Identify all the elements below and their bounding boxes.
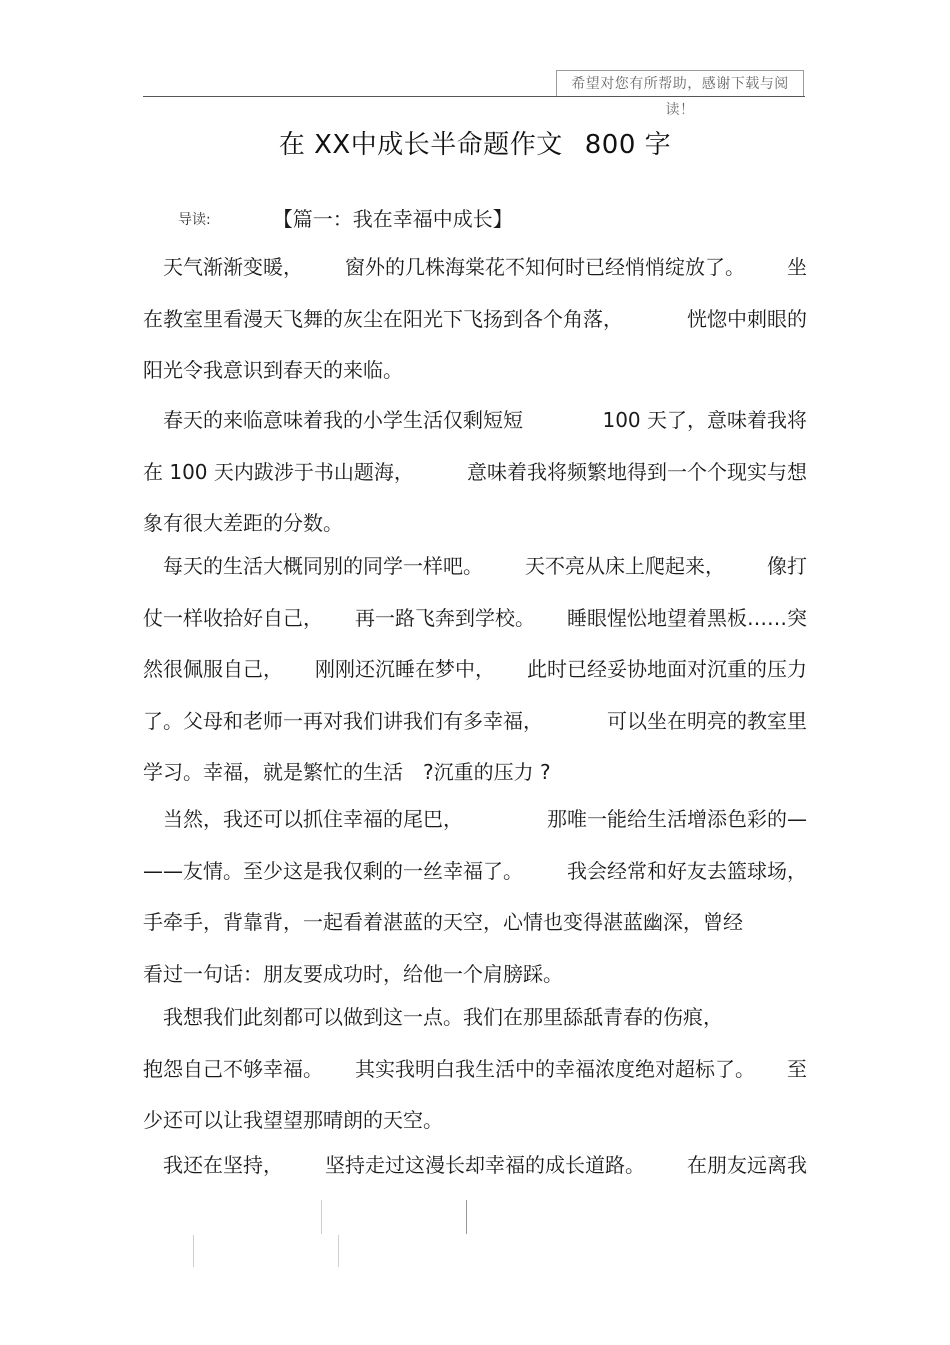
text-line xyxy=(143,602,807,654)
text-line xyxy=(143,1149,807,1201)
header-note: 希望对您有所帮助，感谢下载与阅读！ xyxy=(556,70,804,96)
text-line xyxy=(143,251,807,303)
text-segment: 学习。幸福，就是繁忙的生活 ?沉重的压力 ? xyxy=(143,760,551,784)
text-segment: 在教室里看漫天飞舞的灰尘在阳光下飞扬到各个角落， xyxy=(143,306,623,331)
paragraph xyxy=(143,803,807,1009)
text-line xyxy=(143,705,807,757)
text-segment: 然很佩服自己， xyxy=(143,657,283,681)
text-segment: 窗外的几株海棠花不知何时已经悄悄绽放了。 xyxy=(345,255,745,279)
text-segment: 再一路飞奔到学校。 xyxy=(355,605,535,630)
title-part-1: 在 XX中成长半命题作文 xyxy=(278,130,563,160)
text-line xyxy=(143,855,807,907)
guide-line xyxy=(178,203,513,232)
text-segment: 我会经常和好友去篮球场， xyxy=(567,858,807,883)
text-segment: 我想我们此刻都可以做到这一点。我们在那里舔舐青春的伤痕， xyxy=(143,1005,723,1029)
text-line xyxy=(143,1001,807,1053)
text-segment: 仗一样收拾好自己， xyxy=(143,605,323,630)
text-line xyxy=(143,653,807,705)
guide-label: 导读: xyxy=(178,212,211,228)
text-segment: 可以坐在明亮的教室里 xyxy=(607,708,807,733)
paragraph xyxy=(143,1149,807,1201)
text-segment: 坚持走过这漫长却幸福的成长道路。 xyxy=(325,1153,645,1177)
text-segment: 阳光令我意识到春天的来临。 xyxy=(143,358,403,382)
text-line xyxy=(143,550,807,602)
text-line xyxy=(143,456,807,508)
text-segment: 恍惚中刺眼的 xyxy=(687,306,807,331)
page-fragment-line xyxy=(466,1200,467,1234)
text-line xyxy=(143,803,807,855)
text-segment: 睡眼惺忪地望着黑板……突 xyxy=(567,605,807,630)
text-line xyxy=(143,404,807,456)
text-segment: 手牵手，背靠背，一起看着湛蓝的天空，心情也变得湛蓝幽深，曾经 xyxy=(143,910,743,934)
text-line xyxy=(143,906,807,958)
text-segment: 当然，我还可以抓住幸福的尾巴， xyxy=(143,807,463,831)
text-line xyxy=(143,1053,807,1105)
header-rule xyxy=(143,96,805,97)
paragraph xyxy=(143,251,807,406)
text-segment: 我还在坚持， xyxy=(143,1153,283,1177)
text-segment: 刚刚还沉睡在梦中， xyxy=(315,657,495,681)
text-segment: 像打 xyxy=(767,554,807,578)
page-fragment-line xyxy=(321,1200,322,1234)
page-fragment-line xyxy=(338,1235,339,1267)
text-segment: 100 天了，意味着我将 xyxy=(602,408,807,432)
paragraph xyxy=(143,550,807,808)
document-title xyxy=(0,124,950,161)
text-line xyxy=(143,756,807,808)
text-segment: 春天的来临意味着我的小学生活仅剩短短 xyxy=(143,408,523,432)
text-segment: 少还可以让我望望那晴朗的天空。 xyxy=(143,1108,443,1132)
paragraph xyxy=(143,1001,807,1156)
text-line xyxy=(143,303,807,355)
text-segment: 天气渐渐变暖， xyxy=(143,255,303,279)
text-segment: 天不亮从床上爬起来， xyxy=(525,554,725,578)
text-line xyxy=(143,1104,807,1156)
paragraph xyxy=(143,404,807,559)
text-segment: 每天的生活大概同别的同学一样吧。 xyxy=(143,554,483,578)
guide-title: 【篇一：我在幸福中成长】 xyxy=(272,207,513,231)
text-segment: 至 xyxy=(787,1056,807,1081)
text-segment: 在 100 天内跋涉于书山题海， xyxy=(143,459,414,484)
text-segment: 抱怨自己不够幸福。 xyxy=(143,1056,323,1081)
text-segment: 其实我明白我生活中的幸福浓度绝对超标了。 xyxy=(355,1056,755,1081)
title-part-2: 800 字 xyxy=(584,130,672,160)
text-line xyxy=(143,354,807,406)
text-segment: 坐 xyxy=(787,255,807,279)
text-segment: 意味着我将频繁地得到一个个现实与想 xyxy=(467,459,807,484)
text-segment: 看过一句话：朋友要成功时，给他一个肩膀踩。 xyxy=(143,961,563,986)
text-segment: 此时已经妥协地面对沉重的压力 xyxy=(527,657,807,681)
text-segment: 那唯一能给生活增添色彩的— xyxy=(547,807,807,831)
text-segment: 了。父母和老师一再对我们讲我们有多幸福， xyxy=(143,708,543,733)
page-fragment-line xyxy=(193,1235,194,1267)
text-segment: 象有很大差距的分数。 xyxy=(143,511,343,535)
text-segment: ——友情。至少这是我仅剩的一丝幸福了。 xyxy=(143,858,523,883)
text-segment: 在朋友远离我 xyxy=(687,1153,807,1177)
